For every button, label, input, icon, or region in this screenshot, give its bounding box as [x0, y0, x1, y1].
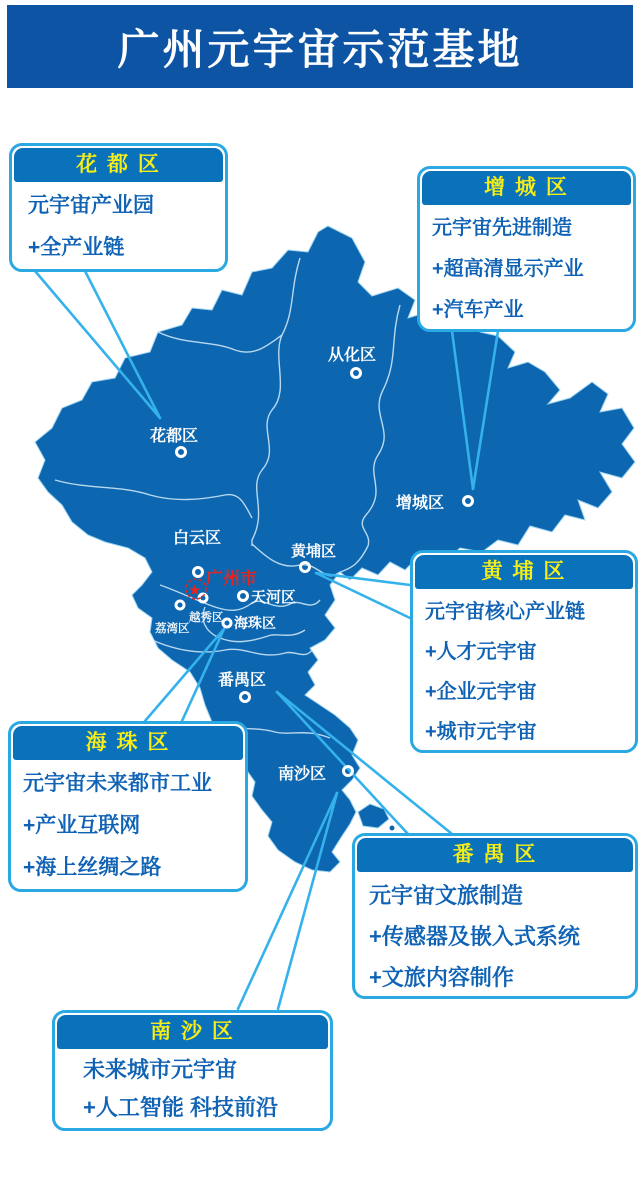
callout-panyu-line: +传感器及嵌入式系统: [369, 924, 580, 949]
callout-haizhu-line: +海上丝绸之路: [23, 856, 162, 879]
callout-huangpu: [410, 550, 638, 753]
callout-zengcheng-line: +超高清显示产业: [432, 258, 584, 280]
callout-nansha: [52, 1010, 333, 1131]
callout-huangpu-line: 元宇宙核心产业链: [425, 601, 585, 623]
callout-panyu-line: +文旅内容制作: [369, 965, 514, 990]
title-banner: [7, 5, 633, 88]
callout-huadu-line: +全产业链: [28, 236, 125, 259]
callout-nansha-line: 未来城市元宇宙: [83, 1057, 238, 1082]
page-title: 广州元宇宙示范基地: [117, 25, 523, 73]
label-yuexiu: 越秀区: [189, 612, 224, 624]
city-star-icon: ★: [188, 582, 202, 599]
callout-huadu: [9, 143, 228, 272]
callout-haizhu-line: 元宇宙未来都市工业: [23, 772, 212, 795]
callout-huangpu-line: +人才元宇宙: [425, 641, 537, 663]
callout-zengcheng: [417, 166, 636, 332]
label-conghua: 从化区: [328, 347, 377, 364]
label-guangzhou-city: 广州市: [206, 569, 257, 588]
callout-haizhu-title: 海 珠 区: [13, 726, 243, 760]
callout-nansha-title: 南 沙 区: [57, 1015, 328, 1049]
label-nansha: 南沙区: [278, 766, 327, 783]
callout-nansha-line: +人工智能 科技前沿: [83, 1095, 278, 1120]
label-huadu: 花都区: [150, 428, 199, 445]
callout-zengcheng-title: 增 城 区: [422, 171, 631, 205]
callout-zengcheng-line: +汽车产业: [432, 299, 524, 321]
label-liwan: 荔湾区: [155, 623, 190, 635]
callout-zengcheng-line: 元宇宙先进制造: [432, 217, 572, 239]
callout-huangpu-title: 黄 埔 区: [415, 555, 633, 589]
callout-panyu: [352, 833, 638, 999]
label-baiyun: 白云区: [173, 530, 222, 547]
label-huangpu: 黄埔区: [291, 543, 337, 560]
label-panyu: 番禺区: [218, 672, 267, 689]
nansha-islands: [358, 804, 395, 831]
callout-huadu-line: 元宇宙产业园: [28, 194, 154, 217]
label-haizhu: 海珠区: [234, 615, 276, 631]
callout-haizhu: [8, 721, 248, 892]
callout-panyu-line: 元宇宙文旅制造: [369, 883, 524, 908]
callout-huadu-title: 花 都 区: [14, 148, 223, 182]
callout-huangpu-line: +城市元宇宙: [425, 721, 537, 743]
callout-panyu-title: 番 禺 区: [357, 838, 633, 872]
label-zengcheng: 增城区: [396, 495, 445, 512]
callout-haizhu-line: +产业互联网: [23, 814, 141, 837]
callout-huangpu-line: +企业元宇宙: [425, 681, 537, 703]
label-tianhe: 天河区: [251, 589, 297, 606]
